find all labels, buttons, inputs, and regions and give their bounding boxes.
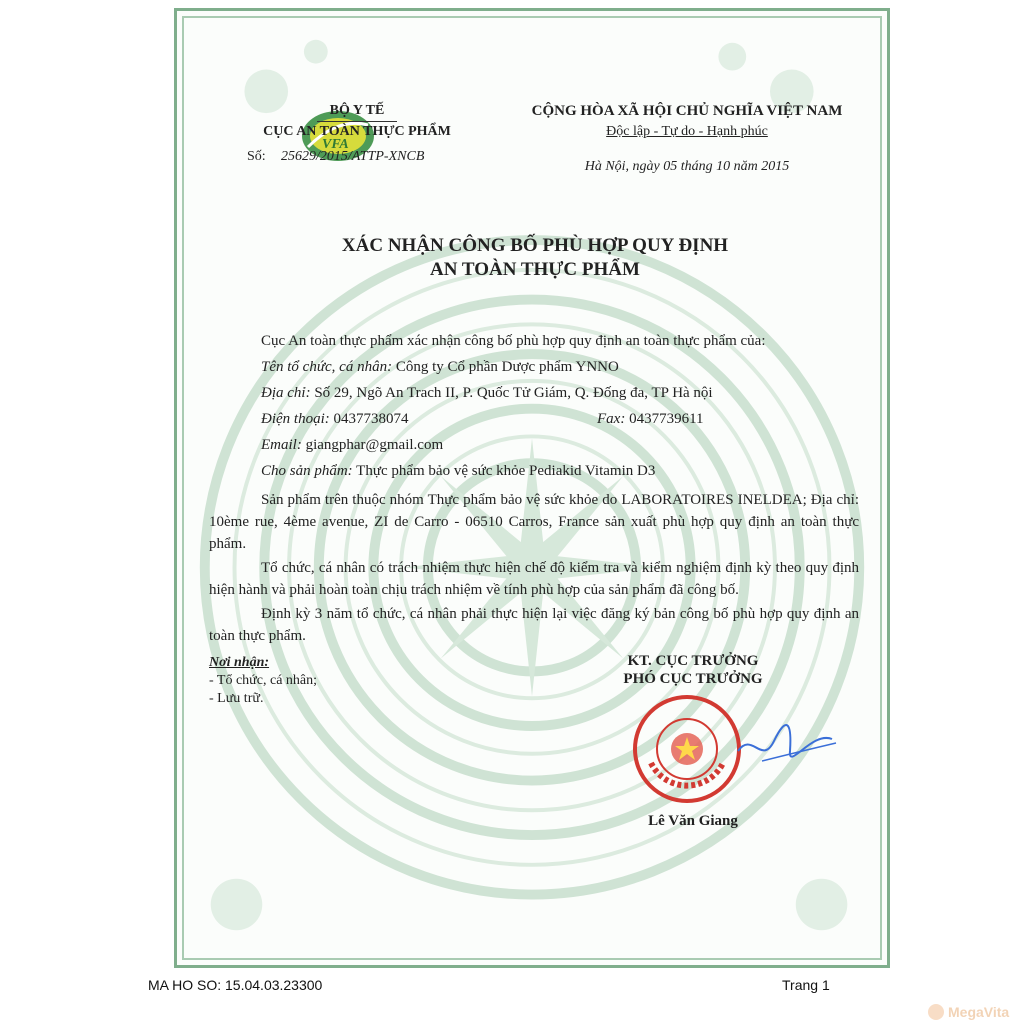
handwritten-signature: [732, 711, 842, 781]
address-value: Số 29, Ngõ An Trach II, P. Quốc Tử Giám, Q. Đống đa, TP Hà nội: [314, 385, 713, 401]
signer-role-line1: KT. CỤC TRƯỞNG: [627, 653, 759, 669]
certificate-title-line2: AN TOÀN THỰC PHẨM: [430, 259, 640, 280]
recipient-item: - Lưu trữ.: [209, 691, 264, 706]
certificate-title-line1: XÁC NHẬN CÔNG BỐ PHÙ HỢP QUY ĐỊNH: [341, 235, 729, 256]
email-label: Email:: [261, 437, 302, 453]
file-code: MA HO SO: 15.04.03.23300: [148, 977, 323, 993]
org-value: Công ty Cổ phần Dược phẩm YNNO: [395, 359, 619, 375]
page-number: Trang 1: [782, 977, 830, 993]
ministry-underline: [317, 121, 397, 122]
renewal-paragraph: Định kỳ 3 năm tổ chức, cá nhân phải thực hiện lại việc đăng ký bản công bố phù hợp quy định an toàn thực phẩm.: [209, 606, 859, 644]
fax-label: Fax:: [597, 411, 626, 427]
recipients-label: Nơi nhận:: [209, 655, 270, 670]
megavita-watermark: [926, 1000, 1022, 1024]
national-motto: Độc lập - Tự do - Hạnh phúc: [606, 124, 768, 139]
responsibility-paragraph: Tổ chức, cá nhân có trách nhiệm thực hiện chế độ kiểm tra và kiểm nghiệm định kỳ theo quy định hiện hành và phải hoàn toàn chịu trách nhiệm về tính phù hợp của sản phẩm đã công bố.: [209, 560, 859, 598]
product-value: Thực phẩm bảo vệ sức khỏe Pediakid Vitamin D3: [356, 463, 656, 479]
ministry-name: BỘ Y TẾ: [329, 103, 385, 118]
nation-title: CỘNG HÒA XÃ HỘI CHỦ NGHĨA VIỆT NAM: [531, 103, 843, 119]
address-label: Địa chỉ:: [261, 385, 311, 401]
svg-text:MegaVita: MegaVita: [948, 1004, 1010, 1020]
document-number-label: Số:: [247, 149, 266, 164]
recipient-item: - Tổ chức, cá nhân;: [209, 673, 318, 688]
product-label: Cho sản phẩm:: [261, 463, 353, 479]
email-value: giangphar@gmail.com: [305, 437, 444, 453]
vfa-logo-text: VFA: [322, 137, 349, 152]
stamp-text: [631, 693, 743, 805]
phone-label: Điện thoại:: [261, 411, 330, 427]
signer-name: Lê Văn Giang: [648, 813, 738, 829]
product-group-paragraph: Sản phẩm trên thuộc nhóm Thực phẩm bảo vệ sức khỏe do LABORATOIRES INELDEA; Địa chỉ: 10ème rue, 4ème avenue, ZI de Carro - 06510 Carros, France sản xuất phù hợp quy định an toàn thực phẩm.: [209, 492, 859, 552]
phone-value: 0437738074: [333, 411, 409, 427]
document-number: 25629/2015/ATTP-XNCB: [281, 149, 425, 164]
intro-text: Cục An toàn thực phẩm xác nhận công bố phù hợp quy định an toàn thực phẩm của:: [261, 333, 766, 349]
org-label: Tên tổ chức, cá nhân:: [261, 359, 393, 375]
department-name: CỤC AN TOÀN THỰC PHẨM: [263, 124, 451, 139]
signer-role-line2: PHÓ CỤC TRƯỞNG: [623, 671, 763, 687]
certificate-page: [174, 8, 890, 968]
fax-value: 0437739611: [629, 411, 704, 427]
issue-date: Hà Nội, ngày 05 tháng 10 năm 2015: [584, 159, 790, 174]
